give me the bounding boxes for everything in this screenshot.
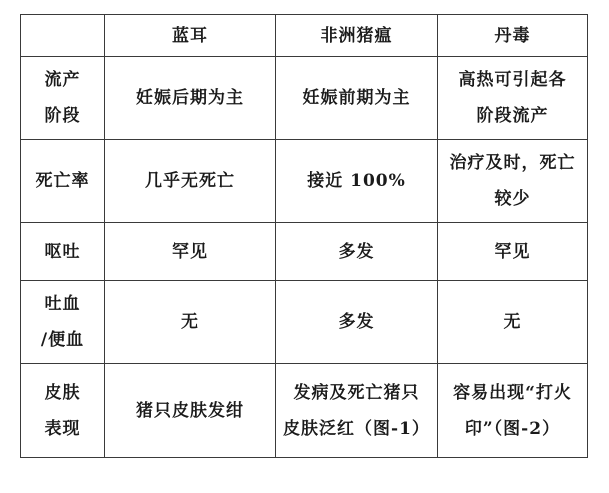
table-cell: 猪只皮肤发绀 — [105, 364, 276, 458]
header-cell-empty — [21, 15, 105, 57]
table-row — [21, 223, 588, 281]
table-cell: 接近 100% — [276, 140, 438, 223]
table-cell: 罕见 — [438, 223, 588, 281]
row-label: 流产 阶段 — [21, 57, 105, 140]
table-row — [21, 140, 588, 223]
table-cell: 多发 — [276, 281, 438, 364]
table-row — [21, 364, 588, 458]
row-label: 呕吐 — [21, 223, 105, 281]
table-cell: 几乎无死亡 — [105, 140, 276, 223]
header-cell-prrs: 蓝耳 — [105, 15, 276, 57]
table-cell: 高热可引起各 阶段流产 — [438, 57, 588, 140]
comparison-table — [20, 14, 588, 458]
row-label: 皮肤 表现 — [21, 364, 105, 458]
table-cell: 无 — [105, 281, 276, 364]
table-cell: 无 — [438, 281, 588, 364]
row-label: 吐血 /便血 — [21, 281, 105, 364]
table-row — [21, 57, 588, 140]
table-row — [21, 281, 588, 364]
table-cell: 多发 — [276, 223, 438, 281]
row-label: 死亡率 — [21, 140, 105, 223]
table-cell: 治疗及时，死亡 较少 — [438, 140, 588, 223]
table-cell: 妊娠后期为主 — [105, 57, 276, 140]
table-cell: 容易出现“打火 印”（图-2） — [438, 364, 588, 458]
table-cell: 罕见 — [105, 223, 276, 281]
table-cell: 发病及死亡猪只 皮肤泛红（图-1） — [276, 364, 438, 458]
header-cell-erysipelas: 丹毒 — [438, 15, 588, 57]
header-row — [21, 15, 588, 57]
table-cell: 妊娠前期为主 — [276, 57, 438, 140]
header-cell-asf: 非洲猪瘟 — [276, 15, 438, 57]
